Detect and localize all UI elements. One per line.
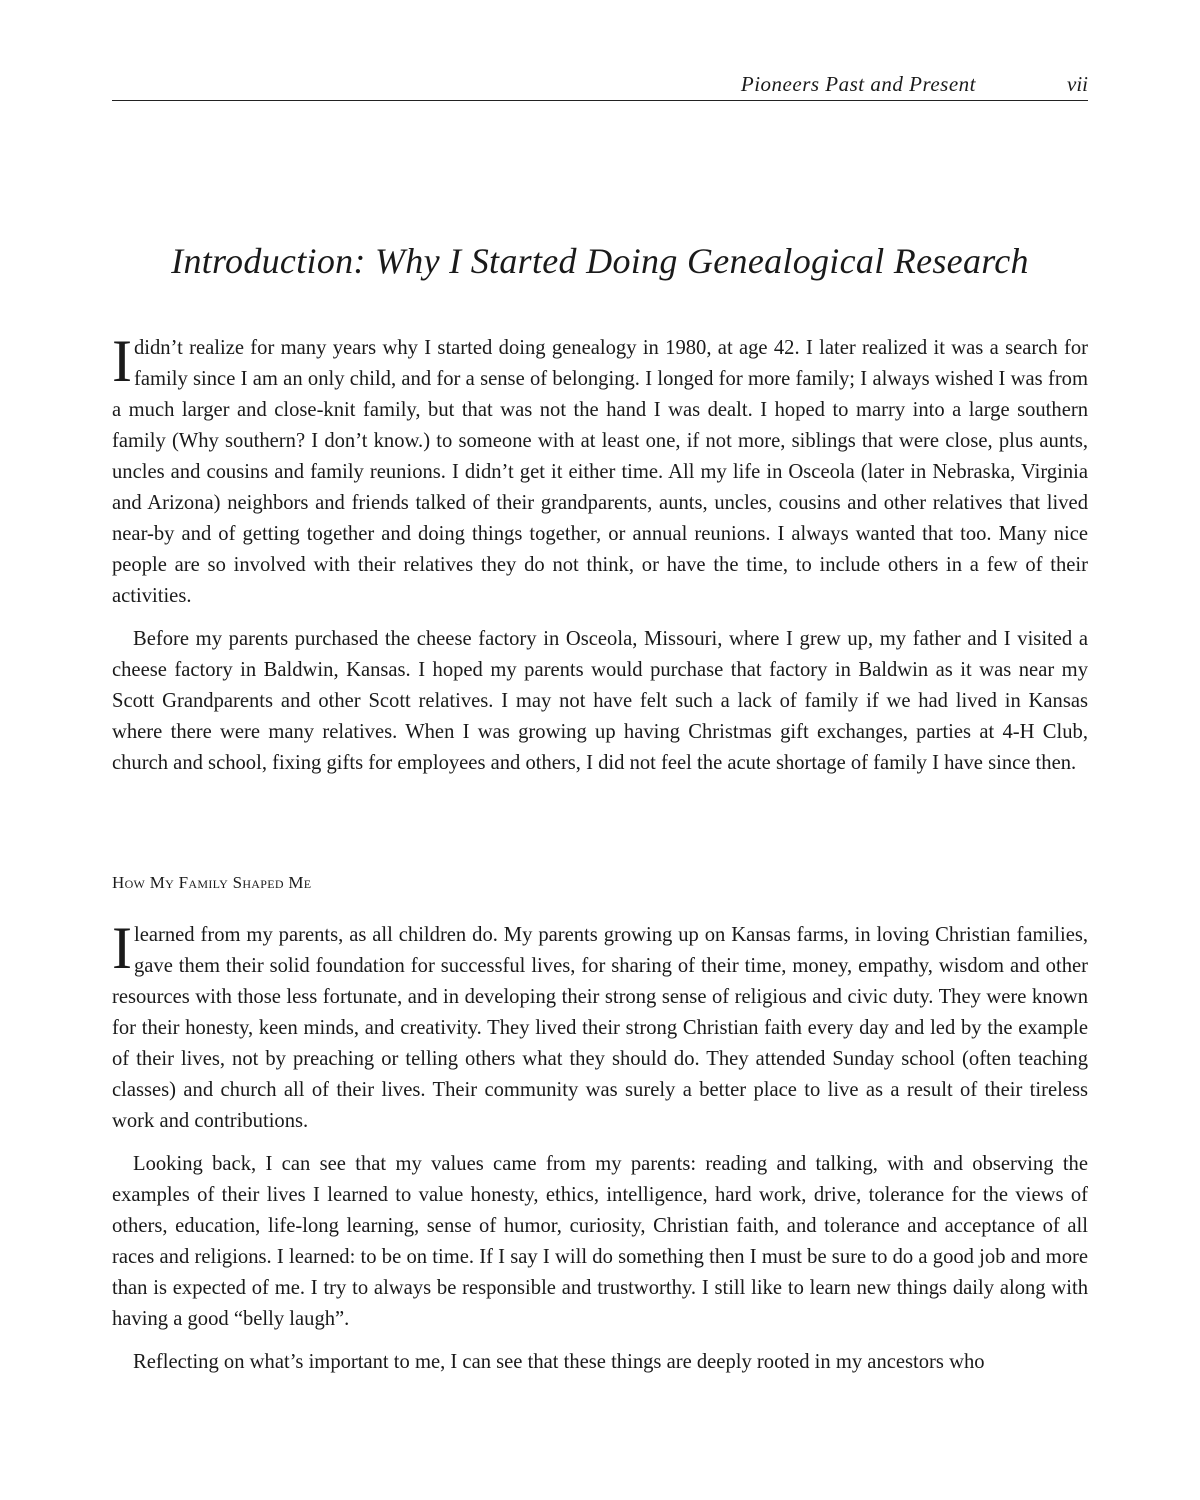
section-heading: How My Family Shaped Me: [112, 873, 312, 892]
family-section-body: [112, 915, 1088, 1390]
family-paragraph-2: Looking back, I can see that my values came from my parents: reading and talking, with and observing the examples of their lives I learned to value honesty, ethics, intelligence, hard work, drive, tolerance for the views of others, education, life-long learning, sense of humor, curiosity, Christian faith, and tolerance and acceptance of all races and religions. I learned: to be on time. If I say I will do something then I must be sure to do a good job and more than is expected of me. I try to always be responsible and trustworthy. I still like to learn new things daily along with having a good “belly laugh”.: [112, 1153, 1088, 1330]
running-title: Pioneers Past and Present: [740, 72, 976, 96]
running-header: [112, 68, 1088, 101]
drop-cap: I: [112, 328, 132, 394]
paragraph-text: didn’t realize for many years why I started doing genealogy in 1980, at age 42. I later realized it was a search for family since I am an only child, and for a sense of belonging. I longed for more family; I always wished I was from a much larger and close-knit family, but that was not the hand I was dealt. I hoped to marry into a large southern family (Why southern? I don’t know.) to someone with at least one, if not more, siblings that were close, plus aunts, uncles and cousins and family reunions. I didn’t get it either time. All my life in Osceola (later in Nebraska, Virginia and Arizona) neighbors and friends talked of their grandparents, aunts, uncles, cousins and other relatives that lived near-by and of getting together and doing things together, or annual reunions. I always wanted that too. Many nice people are so involved with their relatives they do not think, or have the time, to include others in a few of their activities.: [112, 337, 1088, 607]
family-paragraph-1: [112, 915, 1088, 1137]
intro-paragraph-1: [112, 328, 1088, 612]
page-number: vii: [1067, 72, 1088, 96]
intro-paragraph-2: Before my parents purchased the cheese factory in Osceola, Missouri, where I grew up, my father and I visited a cheese factory in Baldwin, Kansas. I hoped my parents would purchase that factory in Baldwin as it was near my Scott Grandparents and other Scott relatives. I may not have felt such a lack of family if we had lived in Kansas where there were many relatives. When I was growing up having Christmas gift exchanges, parties at 4-H Club, church and school, fixing gifts for employees and others, I did not feel the acute shortage of family I have since then.: [112, 628, 1088, 774]
intro-section-body: [112, 328, 1088, 791]
chapter-title: Introduction: Why I Started Doing Genealogical Research: [171, 241, 1029, 281]
drop-cap: I: [112, 915, 132, 981]
paragraph-text: learned from my parents, as all children do. My parents growing up on Kansas farms, in loving Christian families, gave them their solid foundation for successful lives, for sharing of their time, money, empathy, wisdom and other resources with those less fortunate, and in developing their strong sense of religious and civic duty. They were known for their honesty, keen minds, and creativity. They lived their strong Christian faith every day and led by the example of their lives, not by preaching or telling others what they should do. They attended Sunday school (often teaching classes) and church all of their lives. Their community was surely a better place to live as a result of their tireless work and contributions.: [112, 924, 1088, 1132]
family-paragraph-3: Reflecting on what’s important to me, I can see that these things are deeply rooted in my ancestors who: [133, 1351, 985, 1373]
